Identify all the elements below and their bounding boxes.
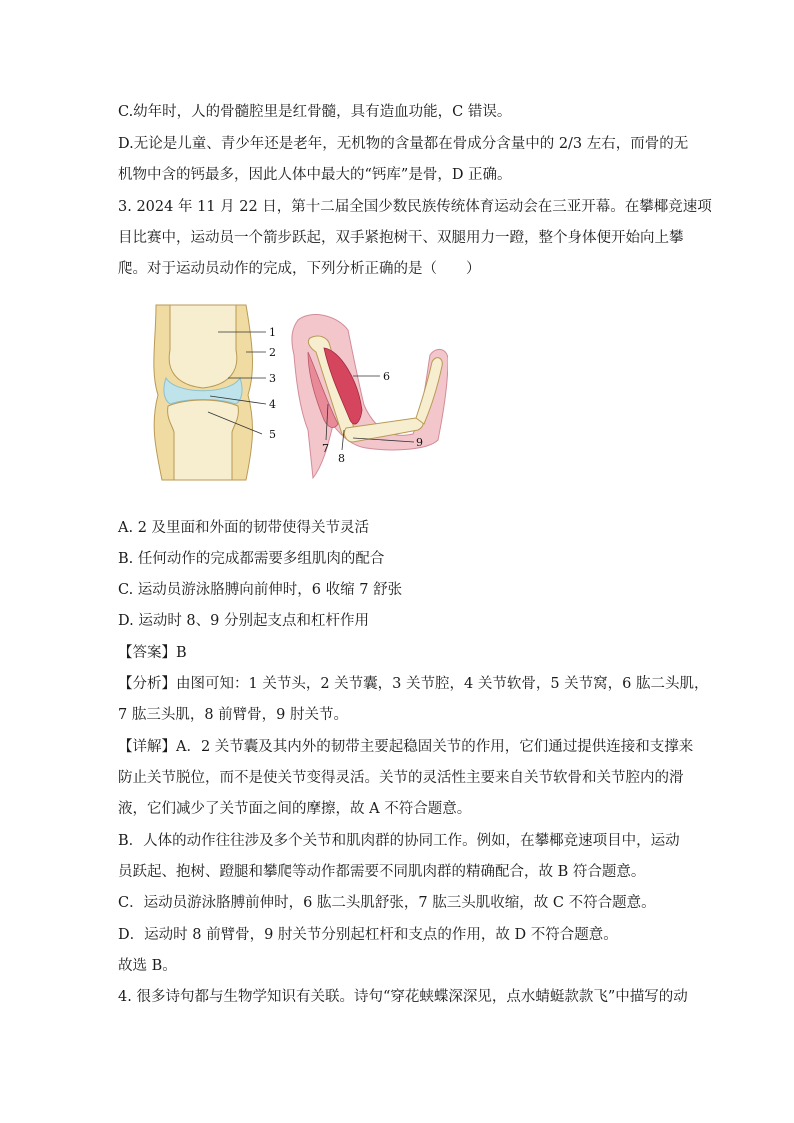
text-line: D.无论是儿童、青少年还是老年，无机物的含量都在骨成分含量中的 2/3 左右，而骨的无	[118, 136, 689, 152]
text-line: 机物中含的钙最多，因此人体中最大的“钙库”是骨，D 正确。	[118, 167, 512, 183]
explanation-line: 液，它们减少了关节面之间的摩擦，故 A 不符合题意。	[118, 801, 472, 817]
option-c: C. 运动员游泳胳膊向前伸时，6 收缩 7 舒张	[118, 582, 403, 598]
arm-diagram	[292, 315, 448, 478]
explanation-line: D．运动时 8 前臂骨，9 肘关节分别起杠杆和支点的作用，故 D 不符合题意。	[118, 927, 618, 943]
conclusion-line: 故选 B。	[118, 958, 177, 974]
question-4-line: 4. 很多诗句都与生物学知识有关联。诗句“穿花蛱蝶深深见，点水蜻蜓款款飞”中描写的动	[118, 989, 688, 1005]
question-3-line: 3. 2024 年 11 月 22 日，第十二届全国少数民族传统体育运动会在三亚开幕。在攀椰竞速项	[118, 199, 712, 215]
explanation-line: 【详解】A．2 关节囊及其内外的韧带主要起稳固关节的作用，它们通过提供连接和支撑来	[118, 739, 694, 755]
joint-and-arm-figure	[148, 300, 448, 485]
figure-label-6: 6	[383, 370, 390, 383]
option-b: B. 任何动作的完成都需要多组肌肉的配合	[118, 551, 385, 567]
analysis-line: 【分析】由图可知：1 关节头，2 关节囊，3 关节腔，4 关节软骨，5 关节窝，6 肱二头肌，	[118, 676, 709, 692]
analysis-line: 7 肱三头肌，8 前臂骨，9 肘关节。	[118, 707, 349, 723]
figure-label-3: 3	[269, 372, 276, 385]
explanation-line: 员跃起、抱树、蹬腿和攀爬等动作都需要不同肌肉群的精确配合，故 B 符合题意。	[118, 864, 646, 880]
figure-label-1: 1	[269, 326, 276, 339]
option-d: D. 运动时 8、9 分别起支点和杠杆作用	[118, 613, 369, 629]
figure-label-5: 5	[269, 428, 276, 441]
figure-label-8: 8	[338, 452, 345, 465]
option-a: A. 2 及里面和外面的韧带使得关节灵活	[118, 520, 370, 536]
text-line: 爬。对于运动员动作的完成，下列分析正确的是（ ）	[118, 261, 481, 277]
explanation-line: 防止关节脱位，而不是使关节变得灵活。关节的灵活性主要来自关节软骨和关节腔内的滑	[118, 770, 684, 786]
text-line: 目比赛中，运动员一个箭步跃起，双手紧抱树干、双腿用力一蹬，整个身体便开始向上攀	[118, 230, 684, 246]
figure-label-9: 9	[416, 436, 423, 449]
joint-diagram	[154, 305, 276, 480]
explanation-line: B．人体的动作往往涉及多个关节和肌肉群的协同工作。例如，在攀椰竞速项目中，运动	[118, 833, 680, 849]
figure-label-2: 2	[269, 346, 276, 359]
figure-label-7: 7	[322, 442, 329, 455]
figure-label-4: 4	[269, 398, 276, 411]
answer-line: 【答案】B	[118, 645, 187, 661]
explanation-line: C．运动员游泳胳膊前伸时，6 肱二头肌舒张，7 肱三头肌收缩，故 C 不符合题意。	[118, 895, 656, 911]
text-line: C.幼年时，人的骨髓腔里是红骨髓，具有造血功能，C 错误。	[118, 104, 512, 120]
